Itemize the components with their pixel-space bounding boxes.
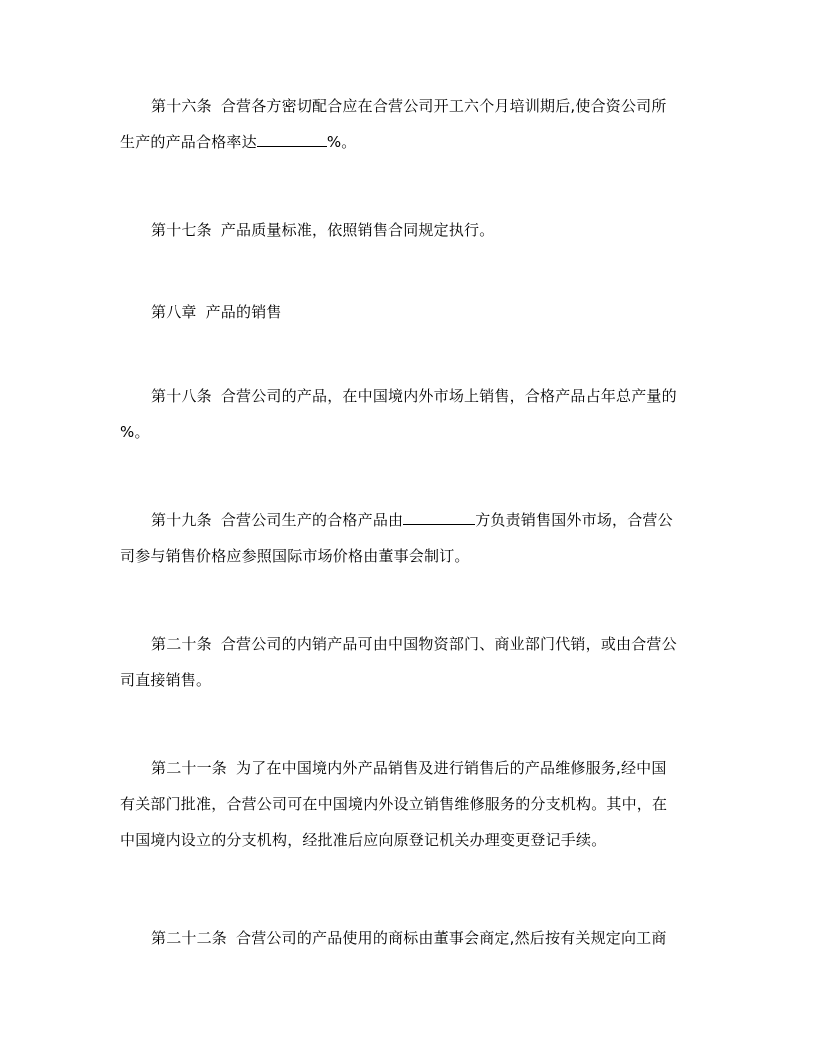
article-16-number: 第十六条 xyxy=(151,97,212,115)
article-21-number: 第二十一条 xyxy=(151,759,228,777)
article-16 xyxy=(120,88,700,160)
article-20-text-2: 司直接销售。 xyxy=(120,671,212,689)
article-20-line-1 xyxy=(120,626,700,662)
article-19-text-1: 合营公司生产的合格产品由 xyxy=(220,511,404,529)
chapter-8-number: 第八章 xyxy=(151,303,197,321)
article-19-line-2 xyxy=(120,538,700,574)
article-17-text: 产品质量标准，依照销售合同规定执行。 xyxy=(220,221,495,239)
article-17-line-1 xyxy=(120,212,700,248)
article-19-number: 第十九条 xyxy=(151,511,212,529)
article-19-line-1 xyxy=(120,502,700,538)
fill-in-blank-party[interactable] xyxy=(403,510,475,525)
chapter-8-heading xyxy=(120,294,700,330)
article-18-line-1 xyxy=(120,378,700,414)
article-16-text-3: %。 xyxy=(326,133,357,151)
article-17-number: 第十七条 xyxy=(151,221,212,239)
article-22-line-1 xyxy=(120,920,700,956)
chapter-8-line xyxy=(120,294,700,330)
article-19-text-2: 方负责销售国外市场，合营公 xyxy=(475,511,673,529)
article-21-line-3 xyxy=(120,822,700,858)
article-21-text-3: 中国境内设立的分支机构，经批准后应向原登记机关办理变更登记手续。 xyxy=(120,831,607,849)
article-20-line-2 xyxy=(120,662,700,698)
article-20 xyxy=(120,626,700,698)
article-21-line-1 xyxy=(120,750,700,786)
article-19-text-3: 司参与销售价格应参照国际市场价格由董事会制订。 xyxy=(120,547,470,565)
article-16-text-1: 合营各方密切配合应在合营公司开工六个月培训期后,使合资公司所 xyxy=(220,97,667,115)
article-16-line-1 xyxy=(120,88,700,124)
article-22-number: 第二十二条 xyxy=(151,929,228,947)
chapter-8-title: 产品的销售 xyxy=(205,303,282,321)
article-21-line-2 xyxy=(120,786,700,822)
fill-in-blank-pass-rate[interactable] xyxy=(257,132,327,147)
article-18-number: 第十八条 xyxy=(151,387,212,405)
article-22-text-1: 合营公司的产品使用的商标由董事会商定,然后按有关规定向工商 xyxy=(236,929,667,947)
article-17 xyxy=(120,212,700,248)
article-21 xyxy=(120,750,700,858)
article-16-text-2: 生产的产品合格率达 xyxy=(120,133,257,151)
article-20-number: 第二十条 xyxy=(151,635,212,653)
article-18 xyxy=(120,378,700,450)
article-18-text-1: 合营公司的产品，在中国境内外市场上销售，合格产品占年总产量的 xyxy=(220,387,677,405)
article-16-line-2 xyxy=(120,124,700,160)
article-20-text-1: 合营公司的内销产品可由中国物资部门、商业部门代销，或由合营公 xyxy=(220,635,677,653)
article-21-text-2: 有关部门批准，合营公司可在中国境内外设立销售维修服务的分支机构。其中，在 xyxy=(120,795,668,813)
article-18-line-2 xyxy=(120,414,700,450)
article-22 xyxy=(120,920,700,956)
article-21-text-1: 为了在中国境内外产品销售及进行销售后的产品维修服务,经中国 xyxy=(236,759,667,777)
article-18-text-2: %。 xyxy=(120,423,150,441)
article-19 xyxy=(120,502,700,574)
